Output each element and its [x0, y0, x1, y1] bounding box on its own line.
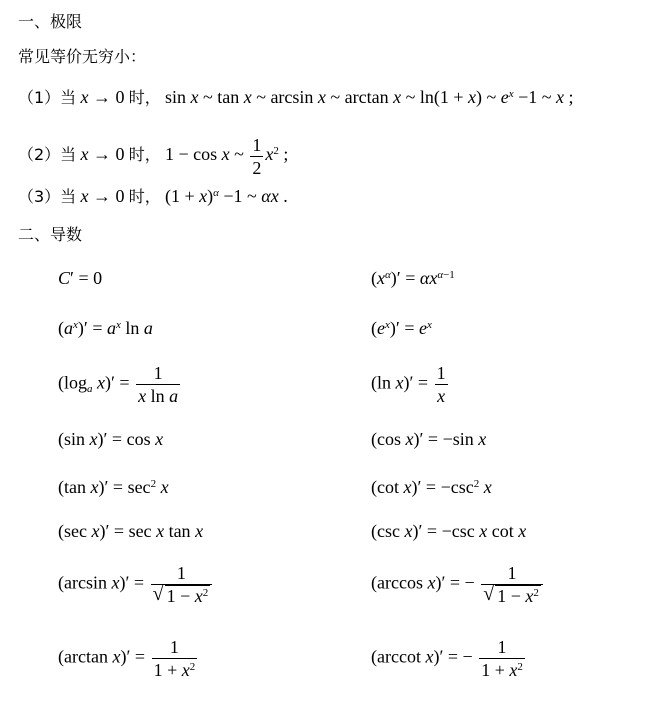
subheading-equivalent-infinitesimals: 常见等价无穷小： — [18, 47, 147, 66]
section-heading-derivatives: 二、导数 — [18, 225, 83, 244]
formula-power: $(x^\alpha)' = \alpha x^{\alpha-1}$ — [371, 268, 455, 288]
formula-exponential-e: $(e^x)' = e^x$ — [371, 318, 432, 338]
formula-arctan: (arctan x)′ = $\frac{1}{1 + x^2}$ — [58, 637, 196, 680]
condition: x → 0 — [80, 144, 125, 164]
limit-item-1 — [18, 86, 574, 109]
limit-item-3 — [18, 185, 288, 208]
equivalence-expression: sin x ~ tan x ~ arcsin x ~ arctan x ~ ln(1 + x) ~ $e^x -1$ ~ x ; — [164, 87, 574, 107]
item-label: （1）当 — [18, 88, 77, 107]
item-label: （2）当 — [18, 145, 77, 164]
formula-cot: (cot $x)' = -\csc^2$ x — [371, 477, 492, 497]
condition: x → 0 — [80, 87, 125, 107]
formula-arccot: (arccot x)′ = − $\frac{1}{1 + x^2}$ — [371, 637, 523, 680]
item-when: 时， — [128, 145, 161, 164]
formula-log-a: ($\log_a$ x)′ = $\frac{1}{\text{x ln a}}$ — [58, 363, 179, 406]
formula-ln: (ln x)′ = $\frac{1}{x}$ — [371, 363, 446, 406]
formula-arccos: (arccos x)′ = − 1 √ $1 - x^2$ — [371, 562, 545, 607]
item-when: 时， — [128, 88, 161, 107]
formula-csc: (csc x)′ = −csc x cot x — [371, 521, 527, 541]
section-heading-limits: 一、极限 — [18, 12, 83, 31]
formula-constant: C′ = 0 — [58, 268, 103, 288]
formula-cos: (cos x)′ = −sin x — [371, 429, 487, 449]
equivalence-expression: 1 − cos x ~ $\frac{1}{2}$ $x^2$ ; — [164, 135, 289, 178]
item-when: 时， — [128, 187, 161, 206]
formula-arcsin: (arcsin x)′ = 1 √ $1 - x^2$ — [58, 562, 214, 607]
formula-sec: (sec x)′ = sec x tan x — [58, 521, 204, 541]
formula-sin: (sin x)′ = cos x — [58, 429, 164, 449]
formula-tan: (tan $x)' = \sec^2 x$ — [58, 477, 169, 497]
condition: x → 0 — [80, 186, 125, 206]
limit-item-2 — [18, 134, 288, 179]
formula-exponential-a: $(a^x)' = a^x$ ln a — [58, 318, 153, 338]
item-label: （3）当 — [18, 187, 77, 206]
equivalence-expression: $(1 + x)^\alpha -1$ ~ αx . — [164, 186, 288, 206]
